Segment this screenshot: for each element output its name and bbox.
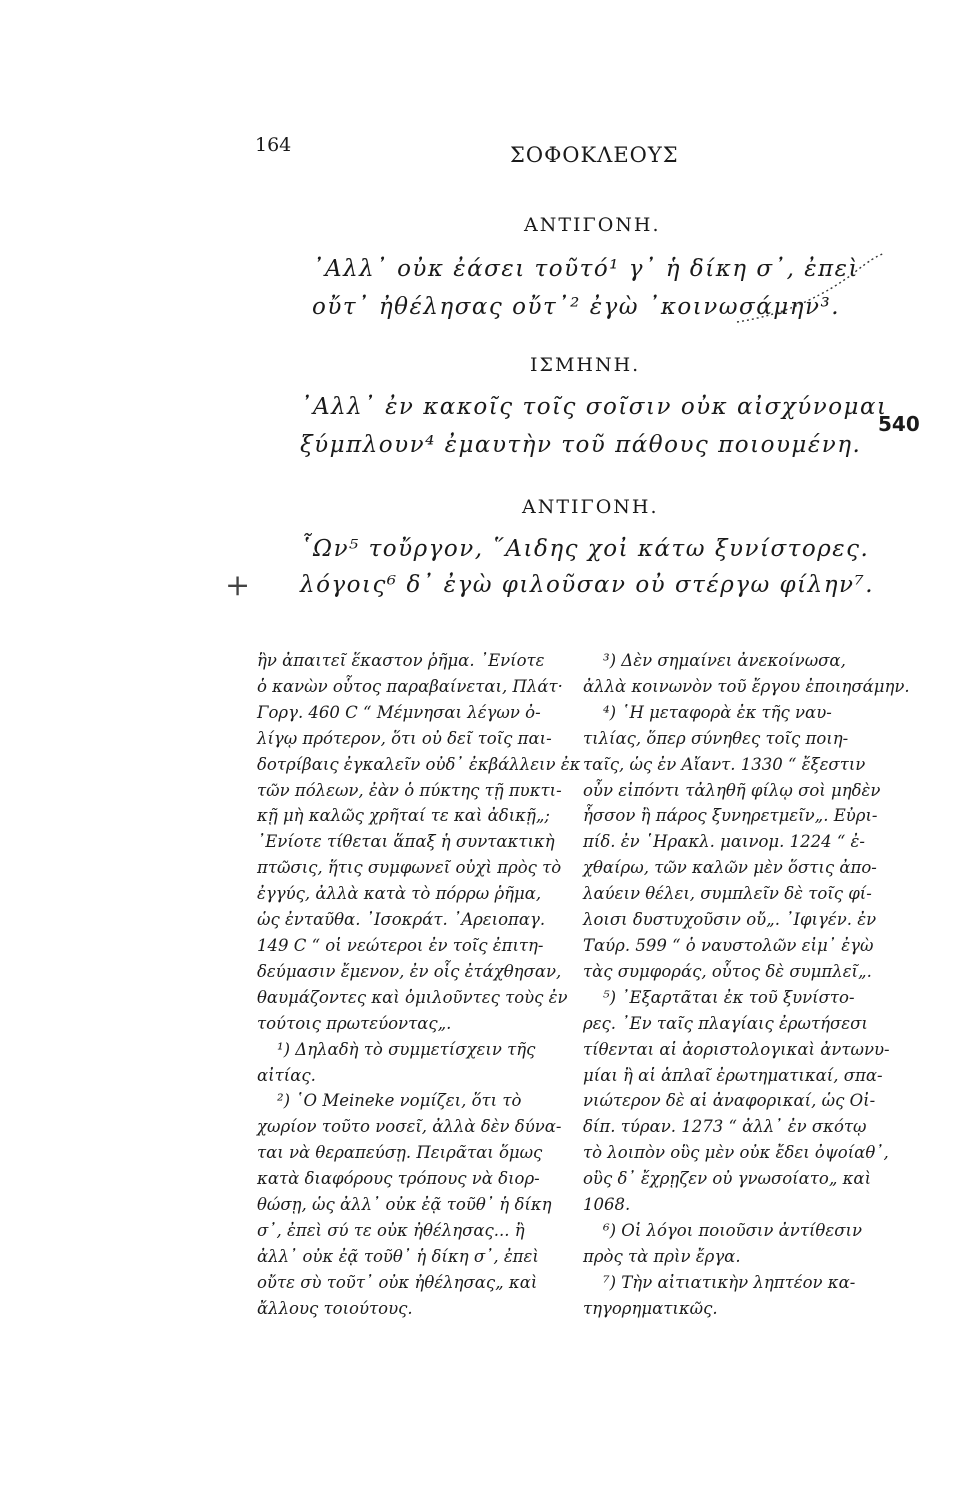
footnote-line: λοισι δυστυχοῦσιν οὔ„. ᾽Ιφιγέν. ἐν: [583, 910, 877, 930]
footnote-line: ¹) Δηλαδὴ τὸ συμμετίσχειν τῆς: [277, 1039, 536, 1059]
footnote-line: ἧσσον ἢ πάρος ξυνηρετμεῖν„. Εὐρι-: [583, 806, 878, 826]
verse-line: ᾽Αλλ᾽ ἐν κακοῖς τοῖς σοῖσιν οὐκ αἰσχύνομαι: [300, 394, 888, 420]
footnote-line: πτῶσις, ἥτις συμφωνεῖ οὐχὶ πρὸς τὸ: [257, 858, 562, 878]
pen-scribble-mark: [735, 250, 885, 330]
footnotes-left-column: [257, 648, 581, 1322]
verse-line: ῟Ων⁵ τοὔργον, ῞Αιδης χοἰ κάτω ξυνίστορες.: [300, 536, 870, 562]
footnote-line: τὸ λοιπὸν οὓς μὲν οὐκ ἔδει ὀψοίαθ᾽,: [583, 1143, 889, 1163]
speaker-ismene: ΙΣΜΗΝΗ.: [530, 354, 641, 376]
footnote-line: δοτρίβαις ἐγκαλεῖν οὐδ᾽ ἐκβάλλειν ἐκ: [257, 754, 581, 774]
footnote-line: οὖν εἰπόντι τἀληθῆ φίλῳ σοὶ μηδὲν: [583, 780, 881, 800]
footnote-line: πίδ. ἐν ῾Ηρακλ. μαινομ. 1224 “ ἐ-: [583, 832, 865, 852]
footnote-line: τηγορηματικῶς.: [583, 1298, 718, 1318]
margin-cross-mark: +: [225, 568, 251, 603]
footnote-line: Γοργ. 460 C “ Μέμνησαι λέγων ὀ-: [257, 702, 541, 722]
footnote-line: ³) Δὲν σημαίνει ἀνεκοίνωσα,: [603, 651, 846, 670]
footnote-line: οὔτε σὺ τοῦτ᾽ οὐκ ἠθέλησας„ καὶ: [257, 1272, 538, 1292]
footnote-line: ἀλλ᾽ οὐκ ἐᾷ τοῦθ᾽ ἡ δίκη σ᾽, ἐπεὶ: [257, 1246, 539, 1266]
footnote-line: θώσῃ, ὡς ἀλλ᾽ οὐκ ἐᾷ τοῦθ᾽ ἡ δίκη: [257, 1195, 552, 1215]
footnote-line: ²) ῾Ο Meineke νομίζει, ὅτι τὸ: [277, 1091, 522, 1111]
footnote-line: ταῖς, ὡς ἐν Αἴαντ. 1330 “ ἔξεστιν: [583, 754, 866, 774]
verse-line: οὔτ᾽ ἠθέλησας οὔτ᾽² ἐγὼ ᾽κοινωσάμην³.: [312, 294, 841, 320]
verse-line: ξύμπλουν⁴ ἐμαυτὴν τοῦ πάθους ποιουμένη.: [300, 432, 862, 458]
footnote-line: τὰς συμφοράς, οὗτος δὲ συμπλεῖ„.: [583, 961, 872, 981]
footnote-line: 1068.: [583, 1195, 631, 1215]
footnote-line: θαυμάζοντες καὶ ὁμιλοῦντες τοὺς ἐν: [257, 987, 568, 1007]
footnote-line: δίπ. τύραν. 1273 “ ἀλλ᾽ ἐν σκότῳ: [583, 1117, 867, 1137]
footnote-line: πρὸς τὰ πρὶν ἔργα.: [583, 1246, 741, 1266]
footnote-line: 149 C “ οἱ νεώτεροι ἐν τοῖς ἐπιτη-: [257, 935, 544, 955]
footnote-line: ἐγγύς, ἀλλὰ κατὰ τὸ πόρρω ῥῆμα,: [257, 884, 542, 904]
footnote-line: λαύειν θέλει, συμπλεῖν δὲ τοῖς φί-: [583, 884, 872, 904]
footnote-line: τῶν πόλεων, ἐὰν ὁ πύκτης τῇ πυκτι-: [257, 780, 562, 800]
footnote-line: ὁ κανὼν οὗτος παραβαίνεται, Πλάτ·: [257, 676, 563, 696]
speaker-antigone-1: ΑΝΤΙΓΟΝΗ.: [524, 214, 661, 236]
footnote-line: ⁴) ῾Η μεταφορὰ ἐκ τῆς ναυ-: [603, 702, 832, 722]
footnote-line: ἄλλους τοιούτους.: [257, 1298, 413, 1318]
footnote-line: νιώτερον δὲ αἱ ἀναφορικαί, ὡς Οἰ-: [583, 1091, 876, 1111]
footnote-line: τούτοις πρωτεύοντας„.: [257, 1013, 452, 1033]
footnote-line: κατὰ διαφόρους τρόπους νὰ διορ-: [257, 1169, 540, 1189]
footnote-line: οὓς δ᾽ ἔχρῃζεν οὐ γνωσοίατο„ καὶ: [583, 1169, 872, 1189]
footnote-line: ἣν ἀπαιτεῖ ἕκαστον ῥῆμα. ᾽Ενίοτε: [257, 651, 545, 670]
footnote-line: Ταύρ. 599 “ ὁ ναυστολῶν εἰμ᾽ ἐγὼ: [583, 935, 874, 955]
footnote-line: χωρίον τοῦτο νοσεῖ, ἀλλὰ δὲν δύνα-: [257, 1117, 562, 1137]
verse-line: λόγοις⁶ δ᾽ ἐγὼ φιλοῦσαν οὐ στέργω φίλην⁷.: [300, 572, 875, 598]
footnote-line: δεύμασιν ἔμενον, ἐν οἷς ἐτάχθησαν,: [257, 961, 562, 981]
footnote-line: τιλίας, ὅπερ σύνηθες τοῖς ποιη-: [583, 728, 849, 748]
speaker-antigone-2: ΑΝΤΙΓΟΝΗ.: [522, 496, 659, 518]
footnote-line: τίθενται αἱ ἀοριστολογικαὶ ἀντωνυ-: [583, 1039, 890, 1059]
footnotes-right-column: [583, 648, 910, 1322]
verse-line: ᾽Αλλ᾽ οὐκ ἐάσει τοῦτό¹ γ᾽ ἡ δίκη σ᾽, ἐπεὶ: [312, 256, 860, 282]
footnote-line: ται νὰ θεραπεύσῃ. Πειρᾶται ὅμως: [257, 1143, 543, 1163]
footnote-line: ἀλλὰ κοινωνὸν τοῦ ἔργου ἐποιησάμην.: [583, 676, 910, 696]
page-number: 164: [255, 134, 292, 156]
running-title: ΣΟΦΟΚΛΕΟΥΣ: [510, 143, 679, 167]
footnote-line: ⁷) Τὴν αἰτιατικὴν ληπτέον κα-: [603, 1272, 856, 1292]
footnote-line: χθαίρω, τῶν καλῶν μὲν ὅστις ἀπο-: [583, 858, 877, 878]
footnote-line: ⁵) ᾽Εξαρτᾶται ἐκ τοῦ ξυνίστο-: [603, 987, 855, 1007]
footnote-line: σ᾽, ἐπεὶ σύ τε οὐκ ἠθέλησας... ἢ: [257, 1220, 525, 1240]
footnote-line: ρες. ᾽Εν ταῖς πλαγίαις ἐρωτήσεσι: [583, 1013, 868, 1033]
line-number: 540: [878, 412, 920, 436]
footnote-line: αἰτίας.: [257, 1065, 316, 1085]
footnote-line: ᾽Ενίοτε τίθεται ἅπαξ ἡ συντακτικὴ: [257, 832, 555, 852]
footnote-line: μίαι ἢ αἱ ἁπλαῖ ἐρωτηματικαί, σπα-: [583, 1065, 883, 1085]
footnote-line: ⁶) Οἱ λόγοι ποιοῦσιν ἀντίθεσιν: [603, 1220, 862, 1240]
footnote-line: λίγῳ πρότερον, ὅτι οὐ δεῖ τοῖς παι-: [257, 728, 552, 748]
footnote-line: ὡς ἐνταῦθα. ᾽Ισοκράτ. ᾽Αρειοπαγ.: [257, 910, 546, 930]
footnote-line: κῇ μὴ καλῶς χρῆταί τε καὶ ἀδικῇ„;: [257, 806, 550, 826]
